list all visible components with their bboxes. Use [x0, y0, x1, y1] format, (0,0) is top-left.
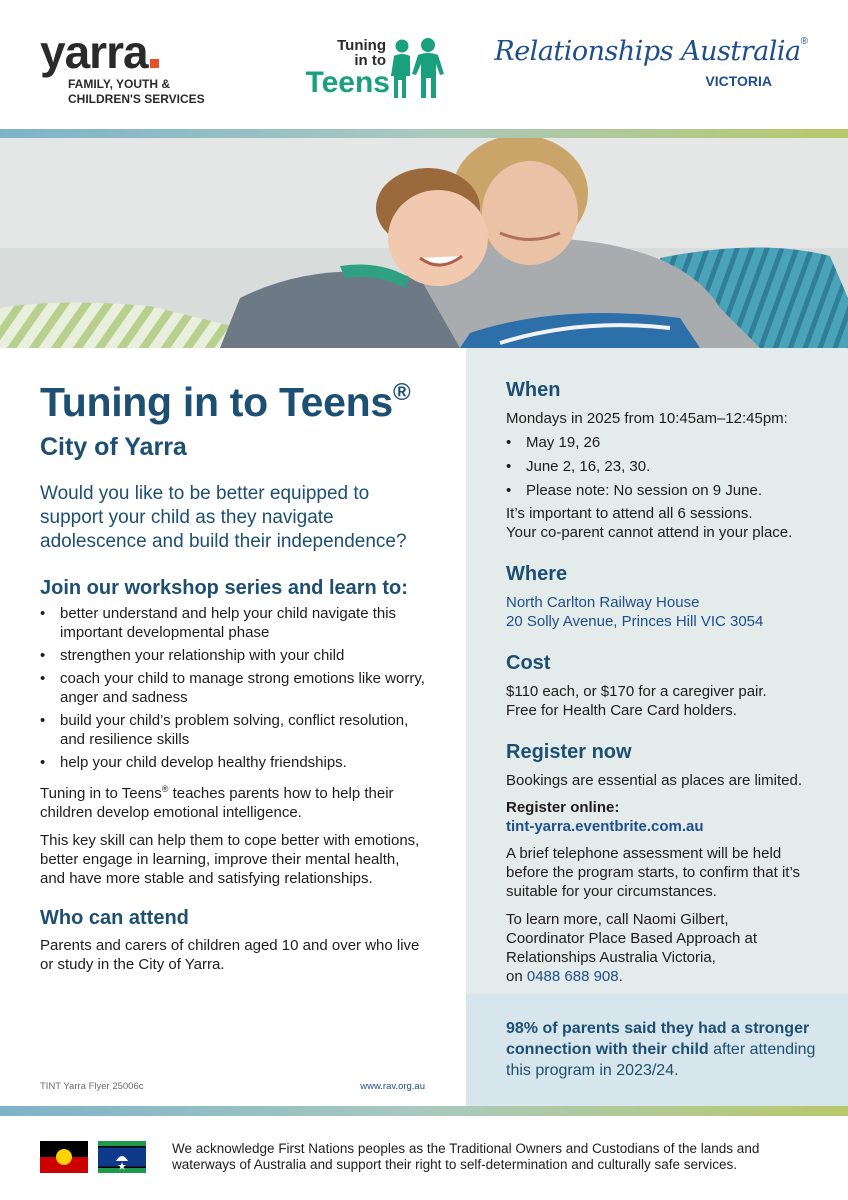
hero-photo: [0, 138, 848, 348]
left-column: [0, 348, 466, 1106]
tint-logo-line3: Teens: [305, 66, 390, 99]
who-heading: Who can attend: [40, 907, 189, 929]
phone-link[interactable]: 0488 688 908: [526, 968, 619, 985]
yarra-sub-line1: FAMILY, YOUTH &: [68, 77, 171, 91]
list-item: • build your child’s problem solving, conflict resolution, and resilience skills: [40, 711, 426, 749]
tint-desc-reg: ®: [161, 784, 169, 794]
when-intro: Mondays in 2025 from 10:45am–12:45pm:: [506, 410, 788, 427]
where-heading: Where: [506, 563, 568, 585]
two-figures-icon: [388, 38, 446, 100]
yarra-logo-subtitle: [68, 77, 205, 107]
relationships-australia-logo: [494, 36, 808, 89]
list-item: • strengthen your relationship with your child: [40, 646, 426, 665]
cost-heading: Cost: [506, 652, 551, 674]
register-online: [506, 798, 818, 836]
when-heading: When: [506, 379, 561, 401]
contact-on: on: [506, 968, 527, 985]
assessment-note: A brief telephone assessment will be held before the program starts, to confirm that it’s suitable for your circumstances.: [506, 845, 801, 900]
top-stripe: [0, 129, 848, 138]
header: [0, 0, 848, 128]
tint-logo-line2: in to: [354, 52, 386, 69]
attendance-note-line2: Your co-parent cannot attend in your place.: [506, 524, 793, 541]
intro-question: Would you like to be better equipped to support your child as they navigate adolescence and build their independence?: [40, 483, 407, 552]
page-title-text: Tuning in to Teens: [40, 379, 393, 425]
ra-logo-reg: ®: [800, 36, 808, 47]
stat-panel: [466, 994, 848, 1106]
page-title-reg: ®: [392, 379, 411, 406]
venue-address: [506, 593, 818, 631]
flyer-code: TINT Yarra Flyer 25006c: [40, 1081, 144, 1092]
attendance-note: [506, 504, 818, 542]
contact-info: [506, 910, 806, 986]
tint-desc-part1: Tuning in to Teens: [40, 785, 162, 802]
footer-meta: [40, 1081, 425, 1092]
ra-logo-victoria: VICTORIA: [705, 73, 772, 89]
aboriginal-flag-icon: [40, 1141, 88, 1173]
learn-heading: Join our workshop series and learn to:: [40, 577, 408, 599]
page-title: [40, 378, 426, 426]
yarra-logo: [40, 26, 205, 107]
tint-logo-line1: Tuning: [337, 37, 386, 54]
cost-line1: $110 each, or $170 for a caregiver pair.: [506, 683, 767, 700]
eventbrite-link[interactable]: tint-yarra.eventbrite.com.au: [506, 818, 704, 835]
mother-and-son-photo: [0, 138, 848, 348]
list-item: • better understand and help your child navigate this important developmental phase: [40, 604, 426, 642]
when-list: [506, 433, 818, 500]
list-item: • May 19, 26: [506, 433, 818, 452]
stat-text: [506, 1018, 816, 1081]
ra-logo-word: Relationships Australia: [494, 36, 801, 67]
yarra-logo-dot: [150, 59, 159, 68]
register-heading: Register now: [506, 741, 632, 763]
venue-street: 20 Solly Avenue, Princes Hill VIC 3054: [506, 613, 764, 630]
page-subtitle: City of Yarra: [40, 433, 187, 461]
list-item: • June 2, 16, 23, 30.: [506, 457, 818, 476]
right-column: [466, 348, 848, 1106]
list-item: • help your child develop healthy friendships.: [40, 753, 426, 772]
website-link[interactable]: www.rav.org.au: [360, 1081, 425, 1092]
stat-bold: 98% of parents said they had a stronger connection with their child: [506, 1020, 810, 1058]
key-skill-paragraph: This key skill can help them to cope better with emotions, better engage in learning, improve their mental health, and have more stable and satisfying relationships.: [40, 832, 420, 887]
stat-rest: after attending this program in 2023/24.: [506, 1041, 816, 1079]
venue-name: North Carlton Railway House: [506, 594, 700, 611]
register-online-label: Register online:: [506, 799, 620, 816]
yarra-sub-line2: CHILDREN'S SERVICES: [68, 92, 205, 106]
learn-list: [40, 604, 426, 772]
cost-text: [506, 682, 818, 720]
list-item: • coach your child to manage strong emotions like worry, anger and sadness: [40, 669, 426, 707]
contact-text: To learn more, call Naomi Gilbert, Coordinator Place Based Approach at Relationships Australia Victoria,: [506, 911, 757, 966]
acknowledgement-text: We acknowledge First Nations peoples as the Traditional Owners and Custodians of the lands and waterways of Australia and support their right to self-determination and culturally safe services.: [172, 1141, 760, 1172]
attendance-note-line1: It’s important to attend all 6 sessions.: [506, 505, 753, 522]
acknowledgement-bar: [0, 1117, 848, 1200]
tint-desc-part2: teaches parents how to help their children develop emotional intelligence.: [40, 785, 394, 821]
contact-end: .: [618, 968, 623, 985]
cost-line2: Free for Health Care Card holders.: [506, 702, 737, 719]
who-text: Parents and carers of children aged 10 and over who live or study in the City of Yarra.: [40, 937, 420, 973]
list-item: • Please note: No session on 9 June.: [506, 481, 818, 500]
tint-description: [40, 780, 426, 822]
yarra-logo-word: yarra: [40, 26, 148, 78]
torres-strait-islander-flag-icon: [98, 1141, 146, 1173]
booking-note: Bookings are essential as places are limited.: [506, 772, 802, 789]
bottom-stripe: [0, 1106, 848, 1116]
tuning-in-to-teens-logo: [300, 38, 445, 102]
